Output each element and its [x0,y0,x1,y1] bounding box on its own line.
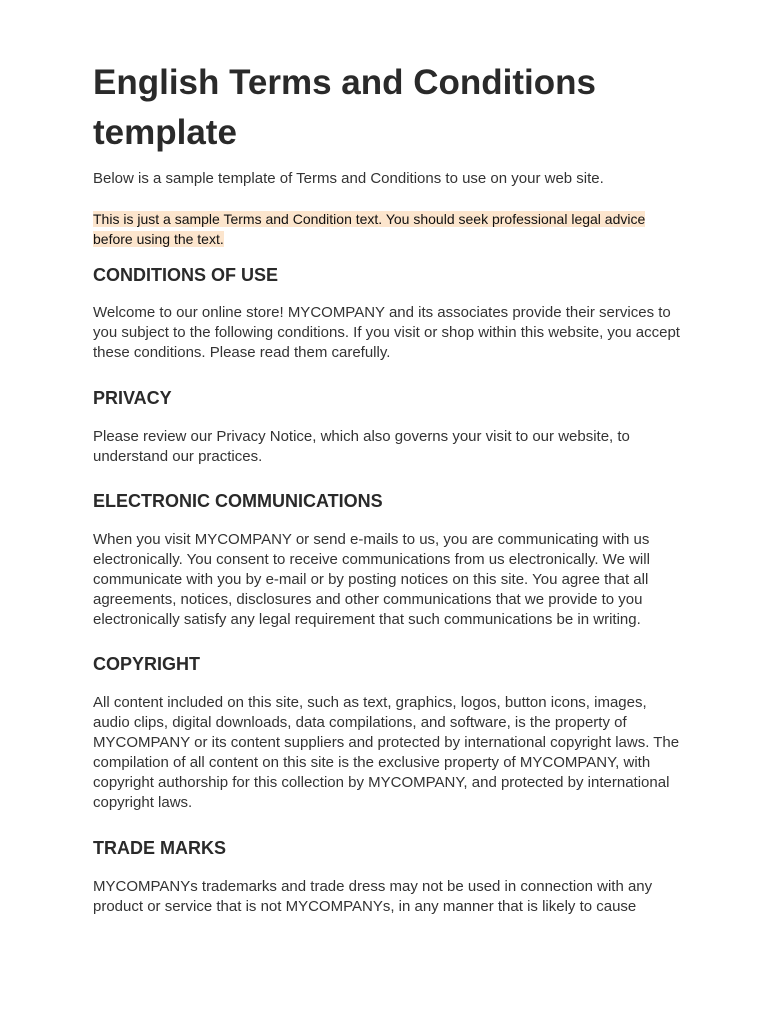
section-conditions-of-use [93,264,683,363]
section-body: All content included on this site, such as text, graphics, logos, button icons, images, audio clips, digital downloads, data compilations, and software, is the property of MYCOMPANY or its content suppliers and protected by international copyright laws. The compilation of all content on this site is the exclusive property of MYCOMPANY, with copyright authorship for this collection by MYCOMPANY, and protected by international copyright laws. [93,694,680,811]
section-body: When you visit MYCOMPANY or send e-mails to us, you are communicating with us electronically. You consent to receive communications from us electronically. We will communicate with you by e-mail or by posting notices on this site. You agree that all agreements, notices, disclosures and other communications that we provide to you electronically satisfy any legal requirement that such communications be in writing. [93,531,650,628]
section-heading: ELECTRONIC COMMUNICATIONS [93,491,383,511]
section-heading: PRIVACY [93,388,172,408]
section-copyright [93,653,683,813]
section-body: Please review our Privacy Notice, which also governs your visit to our website, to understand our practices. [93,428,630,465]
section-privacy [93,387,683,467]
document-page [93,58,683,249]
section-electronic-communications [93,490,683,630]
section-trade-marks [93,837,683,917]
document-title: English Terms and Conditions template [93,63,596,152]
disclaimer-note [93,210,683,249]
section-heading: TRADE MARKS [93,838,226,858]
disclaimer-highlight: This is just a sample Terms and Condition text. You should seek professional legal advice before using the text. [93,211,646,247]
section-heading: CONDITIONS OF USE [93,265,279,285]
section-body: Welcome to our online store! MYCOMPANY and its associates provide their services to you subject to the following conditions. If you visit or shop within this website, you accept these conditions. Please read them carefully. [93,304,680,361]
intro-paragraph: Below is a sample template of Terms and Conditions to use on your web site. [93,170,604,187]
section-body: MYCOMPANYs trademarks and trade dress may not be used in connection with any product or service that is not MYCOMPANYs, in any manner that is likely to cause [93,878,653,915]
section-heading: COPYRIGHT [93,654,201,674]
